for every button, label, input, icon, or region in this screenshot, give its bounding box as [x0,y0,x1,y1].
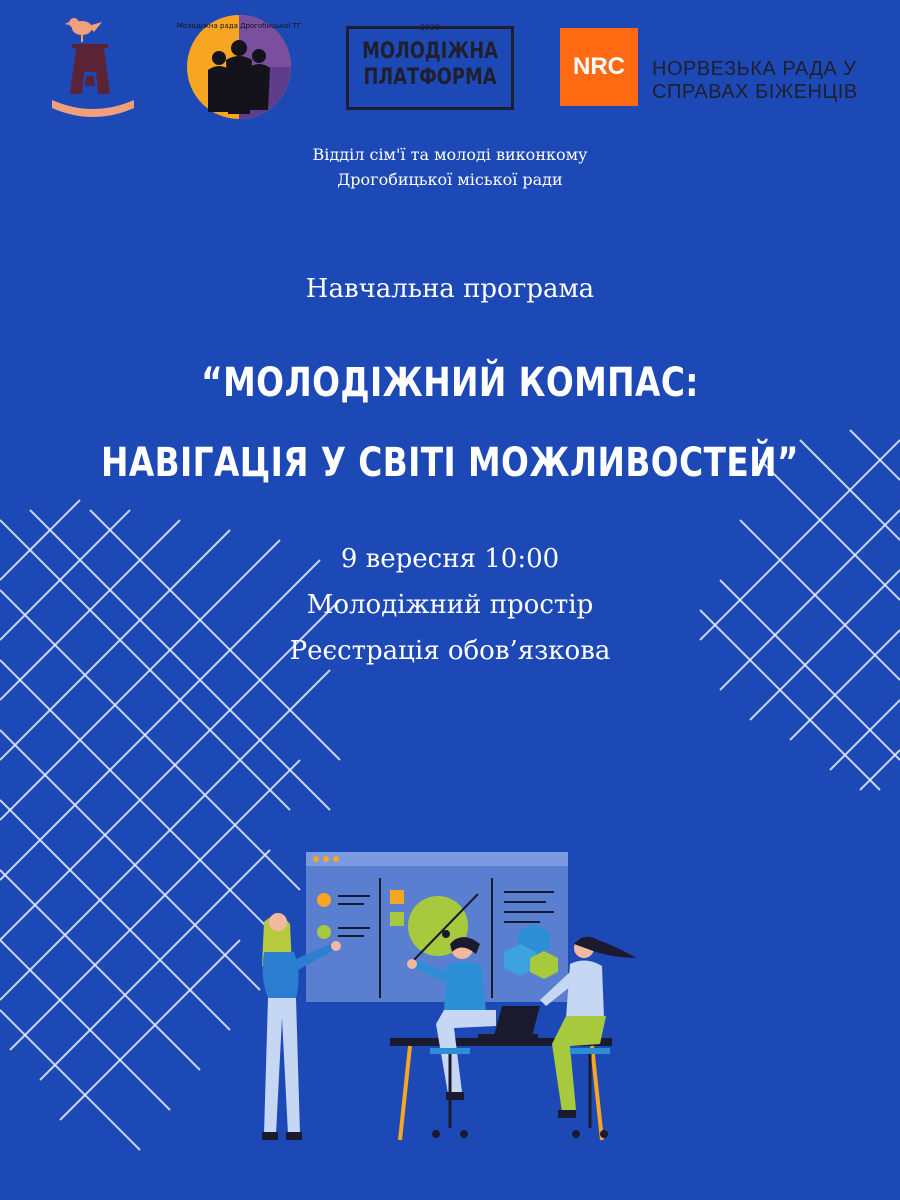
youth-council-logo [176,14,302,120]
team-working-illustration [240,848,660,1148]
event-datetime: 9 вересня 10:00 [340,544,560,574]
platform-year: 2020 [419,23,441,32]
nrc-abbr: NRC [573,53,625,80]
title-line2: НАВІГАЦІЯ У СВІТІ МОЖЛИВОСТЕЙ” [100,440,800,486]
platform-line1: МОЛОДІЖНА [362,39,498,64]
program-label: Навчальна програма [305,274,595,304]
nrc-logo [560,28,638,106]
city-tower-logo [48,10,138,120]
event-place: Молодіжний простір [306,590,594,620]
platform-line2: ПЛАТФОРМА [363,65,497,90]
nrc-name-line2: СПРАВАХ БІЖЕНЦІВ [652,81,858,103]
nrc-full-name [652,58,892,104]
organizer-line1: Відділ сім'ї та молоді виконкому [312,145,588,164]
council-arc-text: Молодіжна рада Дрогобицької ТГ [176,22,302,30]
nrc-name-line1: НОРВЕЗЬКА РАДА У [652,58,857,80]
event-registration: Реєстрація обов’язкова [289,636,611,666]
organizer-line2: Дрогобицької міської ради [337,170,563,189]
title-line1: “МОЛОДІЖНИЙ КОМПАС: [201,360,699,406]
youth-platform-logo [346,23,514,110]
